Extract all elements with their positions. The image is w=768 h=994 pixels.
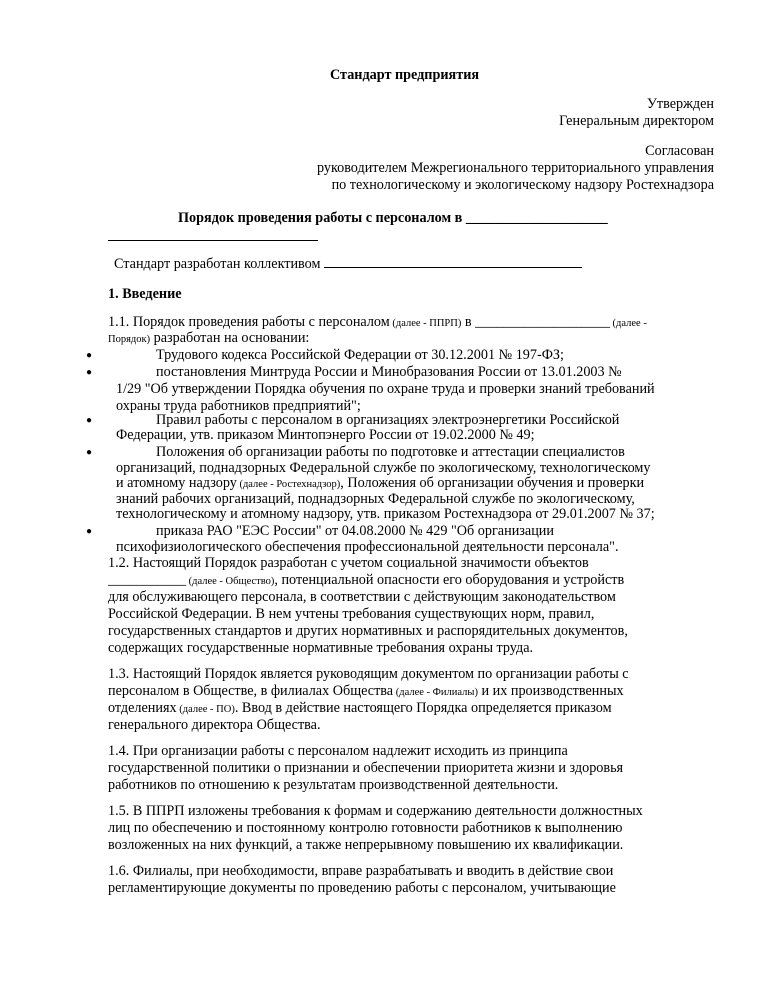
agreed-by-line-2: по технологическому и экологическому надзору Ростехнадзора <box>331 177 714 193</box>
p13-text-b: и их производственных <box>477 683 624 699</box>
paragraph-1-1-line-2 <box>108 330 309 348</box>
paragraph-1-4-line-2: государственной политики о признании и обеспечении приоритета жизни и здоровья <box>108 760 624 776</box>
bullet-4-line-4: знаний рабочих организаций, поднадзорных Федеральной службе по экологическому, <box>116 491 635 507</box>
subtitle-underline <box>108 240 318 241</box>
approved-label: Утвержден <box>646 96 714 112</box>
p13-text-c: отделениях <box>108 700 177 716</box>
developer-blank <box>324 255 582 268</box>
bullet-2-line-3: охраны труда работников предприятий"; <box>116 398 361 414</box>
paragraph-1-3-line-4: генерального директора Общества. <box>108 717 321 733</box>
bullet-5-line-1: приказа РАО "ЕЭС России" от 04.08.2000 № 429 "Об организации <box>156 523 554 539</box>
p11-abbr-2: (далее - <box>609 318 647 329</box>
developer-prefix: Стандарт разработан коллективом <box>114 256 325 272</box>
b4-text-a: и атомному надзору <box>116 475 237 491</box>
bullet-4-line-2: организаций, поднадзорных Федеральной службе по экологическому, технологическому <box>116 460 651 476</box>
paragraph-1-4-line-3: работников по отношению к результатам производственной деятельности. <box>108 777 559 793</box>
section-title-introduction: 1. Введение <box>108 286 182 302</box>
paragraph-1-5-line-1: 1.5. В ППРП изложены требования к формам и содержанию деятельности должностных <box>108 803 643 819</box>
paragraph-1-2-line-4: Российской Федерации. В нем учтены требования существующих норм, правил, <box>108 606 595 622</box>
paragraph-1-2-line-5: государственных стандартов и других нормативных и распорядительных документов, <box>108 623 628 639</box>
p11-abbr-1: (далее - ППРП) <box>389 318 462 329</box>
p13-abbr-1: (далее - Филиалы) <box>393 687 478 698</box>
paragraph-1-2-line-6: содержащих государственные нормативные требования охраны труда. <box>108 640 534 656</box>
bullet-5-line-2: психофизиологического обеспечения профессиональной деятельности персонала". <box>116 539 619 555</box>
bullet-4-line-5: технологическому и атомному надзору, утв. приказом Ростехнадзора от 29.01.2007 № 37; <box>116 506 655 522</box>
bullet-icon: ● <box>86 350 93 361</box>
b4-text-b: , Положения об организации обучения и проверки <box>340 475 645 491</box>
paragraph-1-3-line-2 <box>108 683 624 701</box>
bullet-icon: ● <box>86 367 93 378</box>
paragraph-1-2-line-1: 1.2. Настоящий Порядок разработан с учетом социальной значимости объектов <box>108 555 589 571</box>
bullet-1: Трудового кодекса Российской Федерации от 30.12.2001 № 197-ФЗ; <box>156 347 564 363</box>
bullet-icon: ● <box>86 415 93 426</box>
p13-abbr-2: (далее - ПО) <box>176 704 235 715</box>
paragraph-1-2-line-3: для обслуживающего персонала, в соответствии с действующим законодательством <box>108 589 616 605</box>
document-header-title: Стандарт предприятия <box>330 67 480 83</box>
paragraph-1-4-line-1: 1.4. При организации работы с персоналом надлежит исходить из принципа <box>108 743 568 759</box>
p11-text-b: в ___________________ <box>461 314 610 330</box>
p13-text-a: персоналом в Обществе, в филиалах Общества <box>108 683 394 699</box>
bullet-4-line-1: Положения об организации работы по подготовке и аттестации специалистов <box>156 444 625 460</box>
bullet-3-line-1: Правил работы с персоналом в организациях электроэнергетики Российской <box>156 412 620 428</box>
paragraph-1-2-line-2 <box>108 572 624 590</box>
p11-text-a: 1.1. Порядок проведения работы с персоналом <box>108 314 390 330</box>
bullet-2-line-1: постановления Минтруда России и Минобразования России от 13.01.2003 № <box>156 364 622 380</box>
bullet-2-line-2: 1/29 "Об утверждении Порядка обучения по охране труда и проверки знаний требований <box>116 381 655 397</box>
document-subtitle: Порядок проведения работы с персоналом в ____________________ <box>178 210 608 226</box>
approved-by: Генеральным директором <box>559 113 714 129</box>
b4-abbr: (далее - Ростехнадзор) <box>236 479 341 490</box>
paragraph-1-5-line-2: лиц по обеспечению и постоянному контролю готовности работников к выполнению <box>108 820 623 836</box>
p11-abbr-3: Порядок) <box>108 334 151 345</box>
agreed-by-line-1: руководителем Межрегионального территориального управления <box>316 160 714 176</box>
p12-abbr: (далее - Общество) <box>186 576 275 587</box>
bullet-icon: ● <box>86 526 93 537</box>
developer-line <box>114 255 582 273</box>
paragraph-1-3-line-1: 1.3. Настоящий Порядок является руководящим документом по организации работы с <box>108 666 629 682</box>
agreed-label: Согласован <box>645 143 714 159</box>
paragraph-1-5-line-3: возложенных на них функций, а также непрерывному повышению их квалификации. <box>108 837 624 853</box>
p13-text-d: . Ввод в действие настоящего Порядка определяется приказом <box>234 700 612 716</box>
paragraph-1-6-line-2: регламентирующие документы по проведению работы с персоналом, учитывающие <box>108 880 616 896</box>
paragraph-1-3-line-3 <box>108 700 612 718</box>
p12-text-b: , потенциальной опасности его оборудования и устройств <box>274 572 625 588</box>
p11-text-c: разработан на основании: <box>150 330 310 346</box>
bullet-icon: ● <box>86 447 93 458</box>
paragraph-1-6-line-1: 1.6. Филиалы, при необходимости, вправе разрабатывать и вводить в действие свои <box>108 863 614 879</box>
bullet-3-line-2: Федерации, утв. приказом Минтопэнерго России от 19.02.2000 № 49; <box>116 427 535 443</box>
p12-blank: ___________ <box>108 572 187 588</box>
